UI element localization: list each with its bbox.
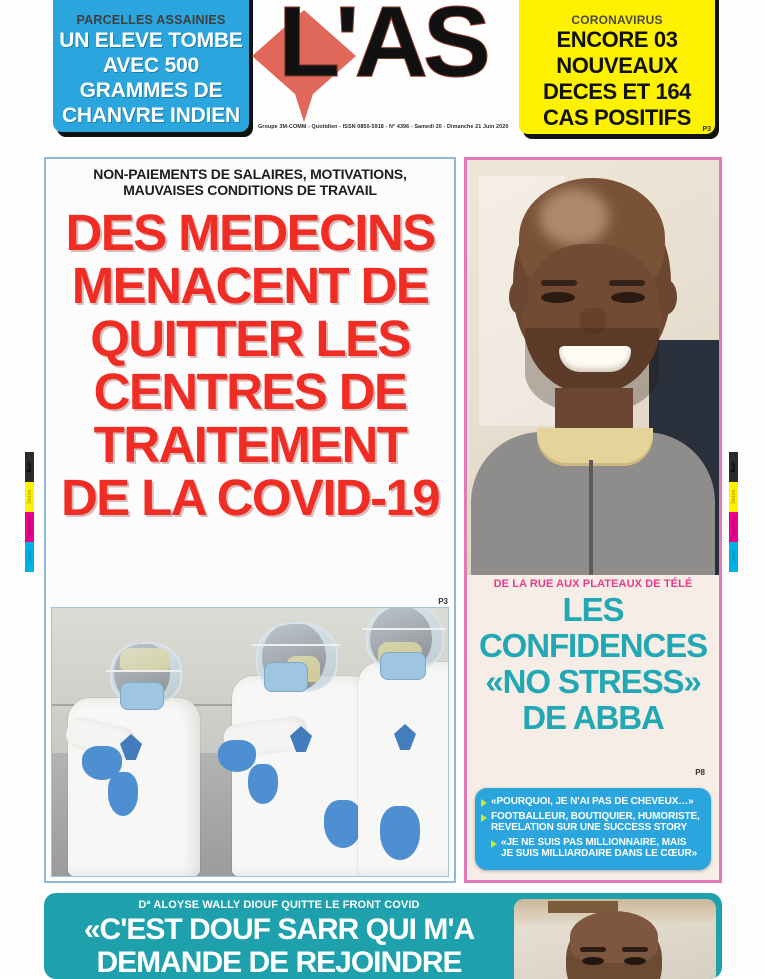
portrait-placket (589, 460, 593, 575)
teaser-right-page-ref: P3 (702, 126, 711, 133)
list-item[interactable] (481, 811, 705, 834)
bullet-text-line-2: REVELATION SUR UNE SUCCESS STORY (491, 822, 688, 833)
lead-story-headline-line-4: CENTRES DE (93, 363, 407, 420)
top-teaser-strip (0, 0, 765, 148)
bottom-photo-scalp (570, 911, 658, 963)
color-swatch-jaune (729, 482, 738, 512)
feature-story-photo-abba (467, 160, 719, 575)
bullet-text-line-1: FOOTBALLEUR, BOUTIQUIER, HUMORISTE, (491, 810, 700, 822)
color-label-magenta: Magenta (26, 516, 33, 538)
lead-story-kicker (54, 166, 446, 198)
teaser-right-headline-line-2: NOUVEAUX (556, 53, 678, 78)
teaser-right-headline-line-3: DECES ET 164 (542, 79, 692, 104)
teaser-left-headline-line-4: CHANVRE INDIEN (61, 104, 241, 127)
bullet-text: «POURQUOI, JE N'AI PAS DE CHEVEUX…» (491, 796, 694, 807)
feature-story-block[interactable] (464, 157, 722, 883)
triangle-bullet-icon (481, 799, 487, 807)
color-registration-bar-right (729, 452, 738, 572)
portrait-highlight (539, 188, 609, 246)
diamond-tail-icon (295, 94, 313, 122)
bottom-photo-eye-right (624, 957, 646, 965)
bottom-story-headline-line-1: «C'EST DOUF SARR QUI M'A (83, 913, 475, 946)
lead-story-headline-line-3: QUITTER LES (90, 310, 410, 367)
masthead (258, 0, 509, 130)
portrait-brow-right (609, 280, 645, 286)
teaser-left-headline (55, 28, 247, 128)
lead-story-headline (52, 206, 448, 524)
logo-las[interactable] (258, 0, 508, 108)
color-label-cyan: Cyan (730, 550, 737, 564)
bullet-text (501, 837, 697, 860)
portrait-eye-right (611, 292, 645, 303)
lead-story-headline-line-5: TRAITEMENT (93, 416, 407, 473)
portrait-embroidered-collar (537, 428, 653, 466)
bottom-story-photo-portrait (514, 899, 716, 979)
logo-text: L'AS (277, 0, 486, 98)
color-label-magenta: Magenta (730, 516, 737, 538)
teaser-right-headline-line-1: ENCORE 03 (556, 27, 678, 52)
bottom-story-block[interactable] (44, 893, 722, 979)
color-label-jaune: Jaune (26, 489, 33, 505)
color-swatch-cyan (25, 542, 34, 572)
teaser-left-headline-line-1: UN ELEVE TOMBE (59, 29, 243, 52)
teaser-left-headline-line-2: AVEC 500 (102, 54, 200, 77)
feature-story-bullet-list[interactable] (475, 788, 711, 870)
color-swatch-magenta (729, 512, 738, 542)
bottom-photo-brow-left (580, 947, 606, 952)
color-label-noir: Noir (26, 461, 33, 473)
color-label-noir: Noir (730, 461, 737, 473)
lead-story-kicker-line-1: NON-PAIEMENTS DE SALAIRES, MOTIVATIONS, (93, 166, 407, 182)
color-swatch-magenta (25, 512, 34, 542)
feature-story-page-ref: P8 (695, 768, 705, 777)
feature-story-headline-line-2: CONFIDENCES (478, 627, 708, 664)
portrait-ear-right (657, 280, 677, 314)
teaser-right-coronavirus[interactable] (519, 0, 715, 134)
bottom-story-kicker: Dª ALOYSE WALLY DIOUF QUITTE LE FRONT COVID (138, 899, 420, 911)
teaser-right-headline-line-4: CAS POSITIFS (542, 105, 691, 130)
color-swatch-noir (25, 452, 34, 482)
triangle-bullet-icon (491, 840, 497, 848)
lead-story-headline-line-2: MENACENT DE (71, 257, 429, 314)
bottom-photo-eye-left (582, 957, 604, 965)
teaser-left-headline-line-3: GRAMMES DE (79, 79, 223, 102)
color-swatch-jaune (25, 482, 34, 512)
feature-story-headline-line-1: LES (562, 591, 624, 628)
teaser-left-kicker: PARCELLES ASSAINIES (76, 13, 226, 27)
lead-story-block[interactable] (44, 157, 456, 883)
bullet-text-line-1: «JE NE SUIS PAS MILLIONNAIRE, MAIS (501, 836, 687, 848)
teaser-right-kicker: CORONAVIRUS (571, 13, 663, 27)
portrait-eye-left (541, 292, 575, 303)
lead-story-headline-line-1: DES MEDECINS (65, 204, 435, 261)
list-item[interactable] (481, 796, 705, 808)
lead-story-page-ref: P3 (438, 597, 448, 606)
color-swatch-noir (729, 452, 738, 482)
portrait-smile (559, 346, 631, 372)
color-registration-bar-left (25, 452, 34, 572)
teaser-left-parcelles-assainies[interactable] (53, 0, 249, 132)
portrait-brow-left (541, 280, 577, 286)
bullet-text (491, 811, 700, 834)
masthead-meta-line: Groupe 3M-COMM - Quotidien - ISSN 0850-5918 - N° 4396 - Samedi 20 - Dimanche 21 Juin 2020 (258, 124, 509, 130)
color-label-jaune: Jaune (730, 489, 737, 505)
bottom-story-headline (44, 913, 514, 979)
medical-worker-1 (58, 626, 218, 876)
feature-story-headline (467, 592, 719, 736)
list-item[interactable] (481, 837, 705, 860)
feature-story-headline-line-3: «NO STRESS» (485, 663, 701, 700)
lead-story-kicker-line-2: MAUVAISES CONDITIONS DE TRAVAIL (123, 182, 377, 198)
bottom-story-headline-line-2: DEMANDE DE REJOINDRE (96, 946, 462, 979)
portrait-ear-left (509, 280, 529, 314)
color-swatch-cyan (729, 542, 738, 572)
feature-story-kicker: DE LA RUE AUX PLATEAUX DE TÉLÉ (493, 578, 693, 590)
lead-story-headline-line-6: DE LA COVID-19 (60, 469, 440, 526)
lead-story-photo-medical-workers (51, 607, 449, 877)
teaser-right-headline (540, 27, 694, 131)
feature-story-headline-line-4: DE ABBA (522, 699, 664, 736)
bullet-text-line-2: JE SUIS MILLIARDAIRE DANS LE CŒUR» (501, 848, 698, 859)
medical-worker-3 (352, 608, 449, 876)
color-label-cyan: Cyan (26, 550, 33, 564)
bottom-photo-brow-right (622, 947, 648, 952)
triangle-bullet-icon (481, 814, 487, 822)
